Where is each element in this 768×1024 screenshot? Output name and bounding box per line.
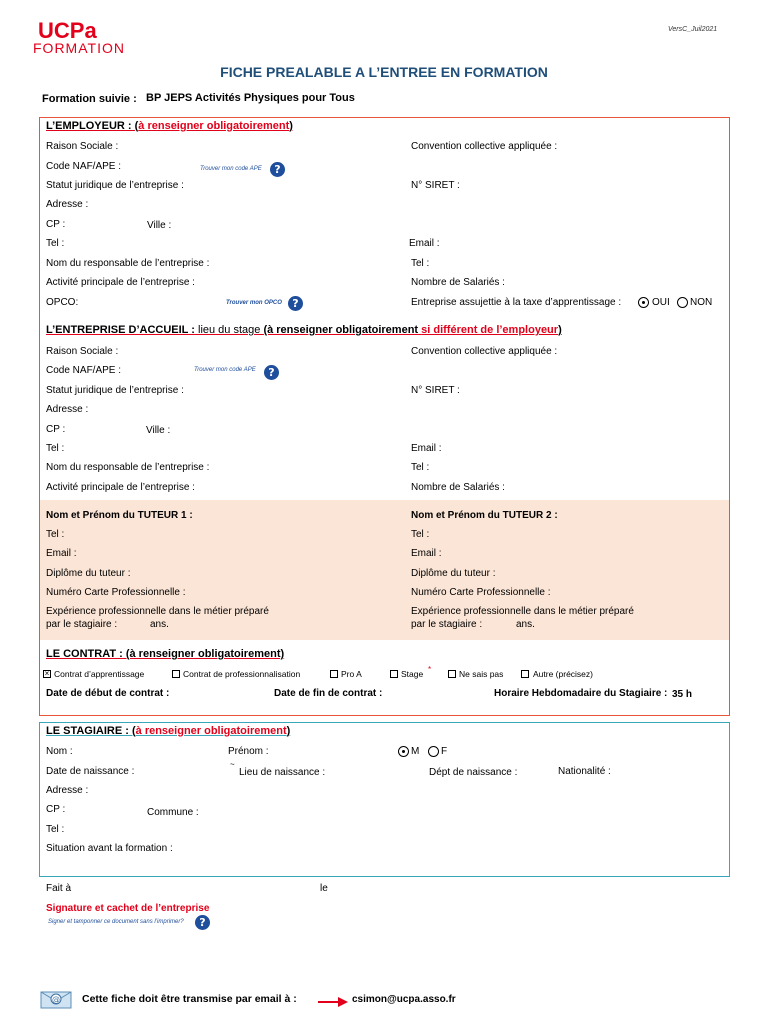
tuteur1-diplome: Diplôme du tuteur :	[46, 568, 131, 579]
stag-commune: Commune :	[147, 807, 199, 818]
contrat-apprentissage-label: Contrat d’apprentissage	[54, 669, 145, 679]
taxe-non-label: NON	[690, 297, 713, 308]
contrat-ne-sais-pas-label: Ne sais pas	[459, 669, 504, 679]
acc-responsable: Nom du responsable de l’entreprise :	[46, 462, 210, 473]
signer-hint-link[interactable]: Signer et tamponner ce document sans l’imprimer?	[48, 919, 184, 925]
acc-find-ape-link[interactable]: Trouver mon code APE	[194, 367, 256, 373]
acc-statut: Statut juridique de l’entreprise :	[46, 385, 184, 396]
stag-lieu: Lieu de naissance :	[239, 767, 326, 778]
tuteur2-ans: ans.	[516, 619, 535, 630]
stag-situation: Situation avant la formation :	[46, 843, 173, 854]
sexe-m-radio[interactable]	[398, 746, 409, 757]
email-envelope-icon	[40, 987, 72, 1009]
stag-tel: Tel :	[46, 824, 65, 835]
tutor-section-bg	[40, 500, 729, 640]
page-title: FICHE PREALABLE A L’ENTREE EN FORMATION	[220, 64, 548, 80]
contrat-pro-checkbox[interactable]	[172, 670, 180, 678]
contrat-ne-sais-pas-checkbox[interactable]	[448, 670, 456, 678]
acc-salaries: Nombre de Salariés :	[411, 482, 505, 493]
tuteur2-carte: Numéro Carte Professionnelle :	[411, 587, 551, 598]
contrat-stage-asterisk: *	[428, 665, 432, 674]
acc-adresse: Adresse :	[46, 404, 89, 415]
transmit-label: Cette fiche doit être transmise par email à :	[82, 993, 297, 1005]
emp-activite: Activité principale de l’entreprise :	[46, 277, 195, 288]
tuteur1-experience: Expérience professionnelle dans le métier préparé	[46, 606, 269, 617]
version-label: VersC_Juil2021	[668, 26, 718, 33]
acc-convention: Convention collective appliquée :	[411, 346, 558, 357]
formation-value: BP JEPS Activités Physiques pour Tous	[146, 92, 355, 104]
acc-activite: Activité principale de l’entreprise :	[46, 482, 195, 493]
emp-ville: Ville :	[147, 220, 172, 231]
contrat-autre-checkbox[interactable]	[521, 670, 529, 678]
sexe-f-label: F	[441, 746, 448, 757]
contrat-pro-a-checkbox[interactable]	[330, 670, 338, 678]
tuteur1-email: Email :	[46, 548, 77, 559]
contrat-horaire-value: 35 h	[672, 689, 693, 700]
contrat-horaire: Horaire Hebdomadaire du Stagiaire :	[494, 688, 668, 699]
fait-a: Fait à	[46, 883, 72, 894]
contrat-pro-label: Contrat de professionnalisation	[183, 669, 301, 679]
tuteur1-nom: Nom et Prénom du TUTEUR 1 :	[46, 510, 193, 521]
employeur-heading: L’EMPLOYEUR : (à renseigner obligatoirement)	[46, 120, 293, 132]
signature-label: Signature et cachet de l’entreprise	[46, 903, 210, 914]
contrat-autre-label: Autre (précisez)	[533, 669, 593, 679]
taxe-non-radio[interactable]	[677, 297, 688, 308]
emp-convention: Convention collective appliquée :	[411, 141, 558, 152]
emp-opco-help-icon[interactable]: ?	[288, 296, 303, 311]
taxe-oui-label: OUI	[652, 297, 670, 308]
emp-opco: OPCO:	[46, 297, 79, 308]
contrat-fin: Date de fin de contrat :	[274, 688, 383, 699]
tuteur2-experience-2: par le stagiaire :	[411, 619, 483, 630]
emp-adresse: Adresse :	[46, 199, 89, 210]
stag-nationalite: Nationalité :	[558, 766, 611, 777]
signer-help-icon[interactable]: ?	[195, 915, 210, 930]
emp-siret: N° SIRET :	[411, 180, 460, 191]
emp-statut: Statut juridique de l’entreprise :	[46, 180, 184, 191]
arrow-right-icon	[318, 995, 348, 1007]
emp-code-naf: Code NAF/APE :	[46, 161, 122, 172]
emp-responsable: Nom du responsable de l’entreprise :	[46, 258, 210, 269]
svg-text:@: @	[52, 995, 60, 1004]
contrat-stage-checkbox[interactable]	[390, 670, 398, 678]
stag-tilde: ~	[230, 760, 235, 769]
acc-ape-help-icon[interactable]: ?	[264, 365, 279, 380]
emp-taxe: Entreprise assujettie à la taxe d’apprentissage :	[411, 297, 622, 308]
emp-tel2: Tel :	[411, 258, 430, 269]
emp-ape-help-icon[interactable]: ?	[270, 162, 285, 177]
contrat-heading: LE CONTRAT : (à renseigner obligatoirement)	[46, 648, 285, 660]
acc-code-naf: Code NAF/APE :	[46, 365, 122, 376]
acc-tel2: Tel :	[411, 462, 430, 473]
contrat-apprentissage-checkbox[interactable]: ×	[44, 669, 50, 678]
acc-cp: CP :	[46, 424, 66, 435]
logo-top: UCPa	[38, 18, 97, 43]
accueil-heading: L’ENTREPRISE D’ACCUEIL : lieu du stage (à renseigner obligatoirement si différent de l’employeur)	[46, 324, 562, 336]
tuteur2-diplome: Diplôme du tuteur :	[411, 568, 496, 579]
ucpa-logo	[33, 18, 125, 58]
stag-prenom: Prénom :	[228, 746, 269, 757]
tuteur2-tel: Tel :	[411, 529, 430, 540]
acc-ville: Ville :	[146, 425, 171, 436]
stag-cp: CP :	[46, 804, 66, 815]
taxe-oui-radio[interactable]	[638, 297, 649, 308]
stagiaire-heading: LE STAGIAIRE : (à renseigner obligatoirement)	[46, 725, 291, 737]
contact-email-link[interactable]: csimon@ucpa.asso.fr	[352, 994, 456, 1005]
emp-find-ape-link[interactable]: Trouver mon code APE	[200, 166, 262, 172]
stag-adresse: Adresse :	[46, 785, 89, 796]
emp-salaries: Nombre de Salariés :	[411, 277, 505, 288]
emp-tel: Tel :	[46, 238, 65, 249]
contrat-stage-label: Stage	[401, 669, 424, 679]
stag-dept: Dépt de naissance :	[429, 767, 518, 778]
acc-email: Email :	[411, 443, 442, 454]
acc-siret: N° SIRET :	[411, 385, 460, 396]
date-le: le	[320, 883, 328, 894]
emp-raison-sociale: Raison Sociale :	[46, 141, 119, 152]
formation-label: Formation suivie :	[42, 93, 137, 105]
stag-naissance: Date de naissance :	[46, 766, 135, 777]
tuteur1-tel: Tel :	[46, 529, 65, 540]
acc-raison-sociale: Raison Sociale :	[46, 346, 119, 357]
sexe-f-radio[interactable]	[428, 746, 439, 757]
tuteur1-experience-2: par le stagiaire :	[46, 619, 118, 630]
contrat-debut: Date de début de contrat :	[46, 688, 170, 699]
tuteur1-ans: ans.	[150, 619, 169, 630]
emp-find-opco-link[interactable]: Trouver mon OPCO	[226, 300, 282, 306]
emp-email: Email :	[409, 238, 440, 249]
tuteur2-experience: Expérience professionnelle dans le métier préparé	[411, 606, 634, 617]
tuteur1-carte: Numéro Carte Professionnelle :	[46, 587, 186, 598]
logo-bottom: FORMATION	[33, 40, 125, 56]
tuteur2-email: Email :	[411, 548, 442, 559]
tuteur2-nom: Nom et Prénom du TUTEUR 2 :	[411, 510, 558, 521]
acc-tel: Tel :	[46, 443, 65, 454]
sexe-m-label: M	[411, 746, 420, 757]
stag-nom: Nom :	[46, 746, 73, 757]
contrat-pro-a-label: Pro A	[341, 669, 362, 679]
emp-cp: CP :	[46, 219, 66, 230]
